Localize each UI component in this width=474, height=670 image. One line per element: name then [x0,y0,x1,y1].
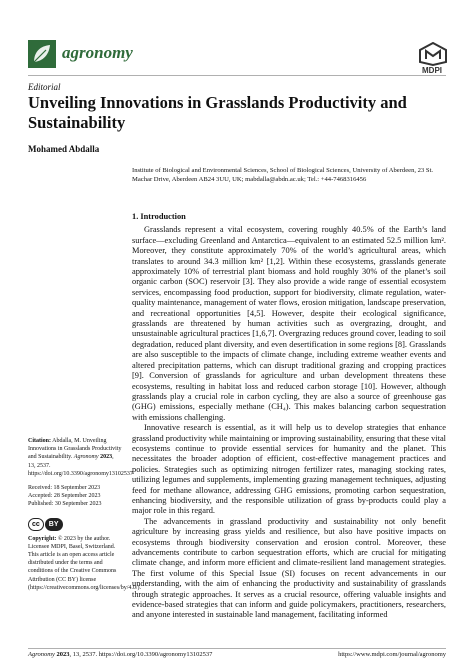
paragraph-1: Grasslands represent a vital ecosystem, covering roughly 40.5% of the Earth’s land surface—excluding Greenland and Antarctica—equivalent to an estimated 52.5 million km². Moreover, they constitute approximately 70% of the world’s agricultural areas, which translates to around 34.3 million km² [1,2]. Within these ecosystems, grasslands generate approximately 10% of terrestrial plant biomass and hold roughly 30% of the planet’s soil organic carbon (SOC) reservoir [3]. They also provide a wide range of essential ecosystem services, encompassing food production, support for biodiversity, climate regulation, water-quality maintenance, management of water flows, erosion mitigation, landscape preservation, and recreational opportunities [4,5]. However, despite their ecological significance, grasslands are threatened by human activities such as overgrazing, drought, and unsustainable agricultural practices [1,6,7]. Overgrazing reduces ground cover, leading to soil degradation, reduced plant diversity, and even desertification in some regions [8]. Grasslands are also susceptible to the impacts of climate change, including extreme weather events and altered precipitation patterns, which can disrupt traditional grazing and cropping practices [9]. Conversion of grasslands for agriculture and urban development threatens these ecosystems, resulting in habitat loss and reduced carbon storage [10]. However, although grasslands play a crucial role in carbon cycling, they are also a source of greenhouse gas (GHG) emissions, especially methane (CH₄). This makes balancing carbon sequestration with emissions challenging. [132,225,446,422]
header-divider [28,75,446,76]
article-body [132,212,446,621]
copyright-label: Copyright: [28,535,57,542]
section-heading: 1. Introduction [132,212,186,221]
footer-citation [28,651,212,658]
footer-divider [28,648,446,649]
author-affiliation: Institute of Biological and Environmental Sciences, School of Biological Sciences, University of Aberdeen, 23 St. Machar Drive, Aberdeen AB24 3UU, UK; mabdalla@abdn.ac.uk; Tel.: +44-7468316456 [132,167,434,183]
copyright-block [28,535,142,592]
citation-year: 2023 [100,454,113,461]
paragraph-2: Innovative research is essential, as it will help us to develop strategies that enhance grassland productivity while maintaining or improving sustainability, ensuring that these vital ecosystems continue to provide essential services for humanity and the planet. This necessitates the broader adoption of efficient, cost-effective management practices and policies. Strategies such as optimizing nitrogen fertilizer rates, managing stocking rates, utilizing legumes and supplements, implementing grazing management techniques, adjusting feed for methane allowance, addressing GHG emissions, promoting carbon sequestration, enhancing biodiversity, and the responsible utilization of grass by-products could play a major role in this regard. [132,423,446,516]
journal-name[interactable]: agronomy [62,43,133,62]
article-sidebar [28,437,142,592]
citation-journal: Agronomy [73,454,99,461]
citation-text: Abdalla, M. Unveiling Innovations in Grasslands Productivity and Sustainability. [28,438,122,461]
citation-doi[interactable]: , 13, 2537. https://doi.org/10.3390/agronomy13102537 [28,454,133,477]
author-name[interactable]: Mohamed Abdalla [28,144,100,154]
publisher-name: MDPI [422,66,442,75]
by-mark: BY [45,518,63,531]
footer-year: 2023 [56,651,70,658]
received-date: Received: 18 September 2023 [28,485,101,492]
citation-block [28,437,133,478]
cc-by-license-icon[interactable] [28,518,63,531]
accepted-date: Accepted: 28 September 2023 [28,493,101,500]
citation-label: Citation: [28,438,51,444]
dates-block [28,484,122,509]
article-type: Editorial [28,82,61,92]
paragraph-3: The advancements in grassland productivity and sustainability not only benefit agriculture by increasing grass yields and resilience, but also have positive impacts on ecosystems through biodiversity conservation and erosion control. Moreover, these advancements contribute to carbon sequestration efforts, which are crucial for mitigating climate change, and inform more efficient and climate-resilient land management strategies. The first volume of this Special Issue (SI) focuses on recent advancements in our understanding, with the aim of enhancing the productivity and sustainability of grasslands through strategic approaches. It serves as a crucial resource, offering valuable insights and evidence-based strategies that can inform and guide policymakers, practitioners, researchers, and anyone interested in sustainable land management, facilitating informed [132,516,446,620]
leaf-logo-icon [28,40,56,68]
published-date: Published: 30 September 2023 [28,501,102,508]
article-title: Unveiling Innovations in Grasslands Productivity and Sustainability [28,93,407,132]
footer-doi[interactable]: , 13, 2537. https://doi.org/10.3390/agronomy13102537 [69,651,213,658]
footer-journal: Agronomy [28,651,55,658]
cc-mark: cc [28,518,44,531]
journal-header [28,40,448,76]
copyright-text: © 2023 by the author. Licensee MDPI, Basel, Switzerland. This article is an open access article distributed under the terms and conditions of the Creative Commons Attribution (CC BY) license (https://creativecommons.org/licenses/by/4.0/). [28,535,142,591]
footer-journal-link[interactable]: https://www.mdpi.com/journal/agronomy [338,651,446,658]
